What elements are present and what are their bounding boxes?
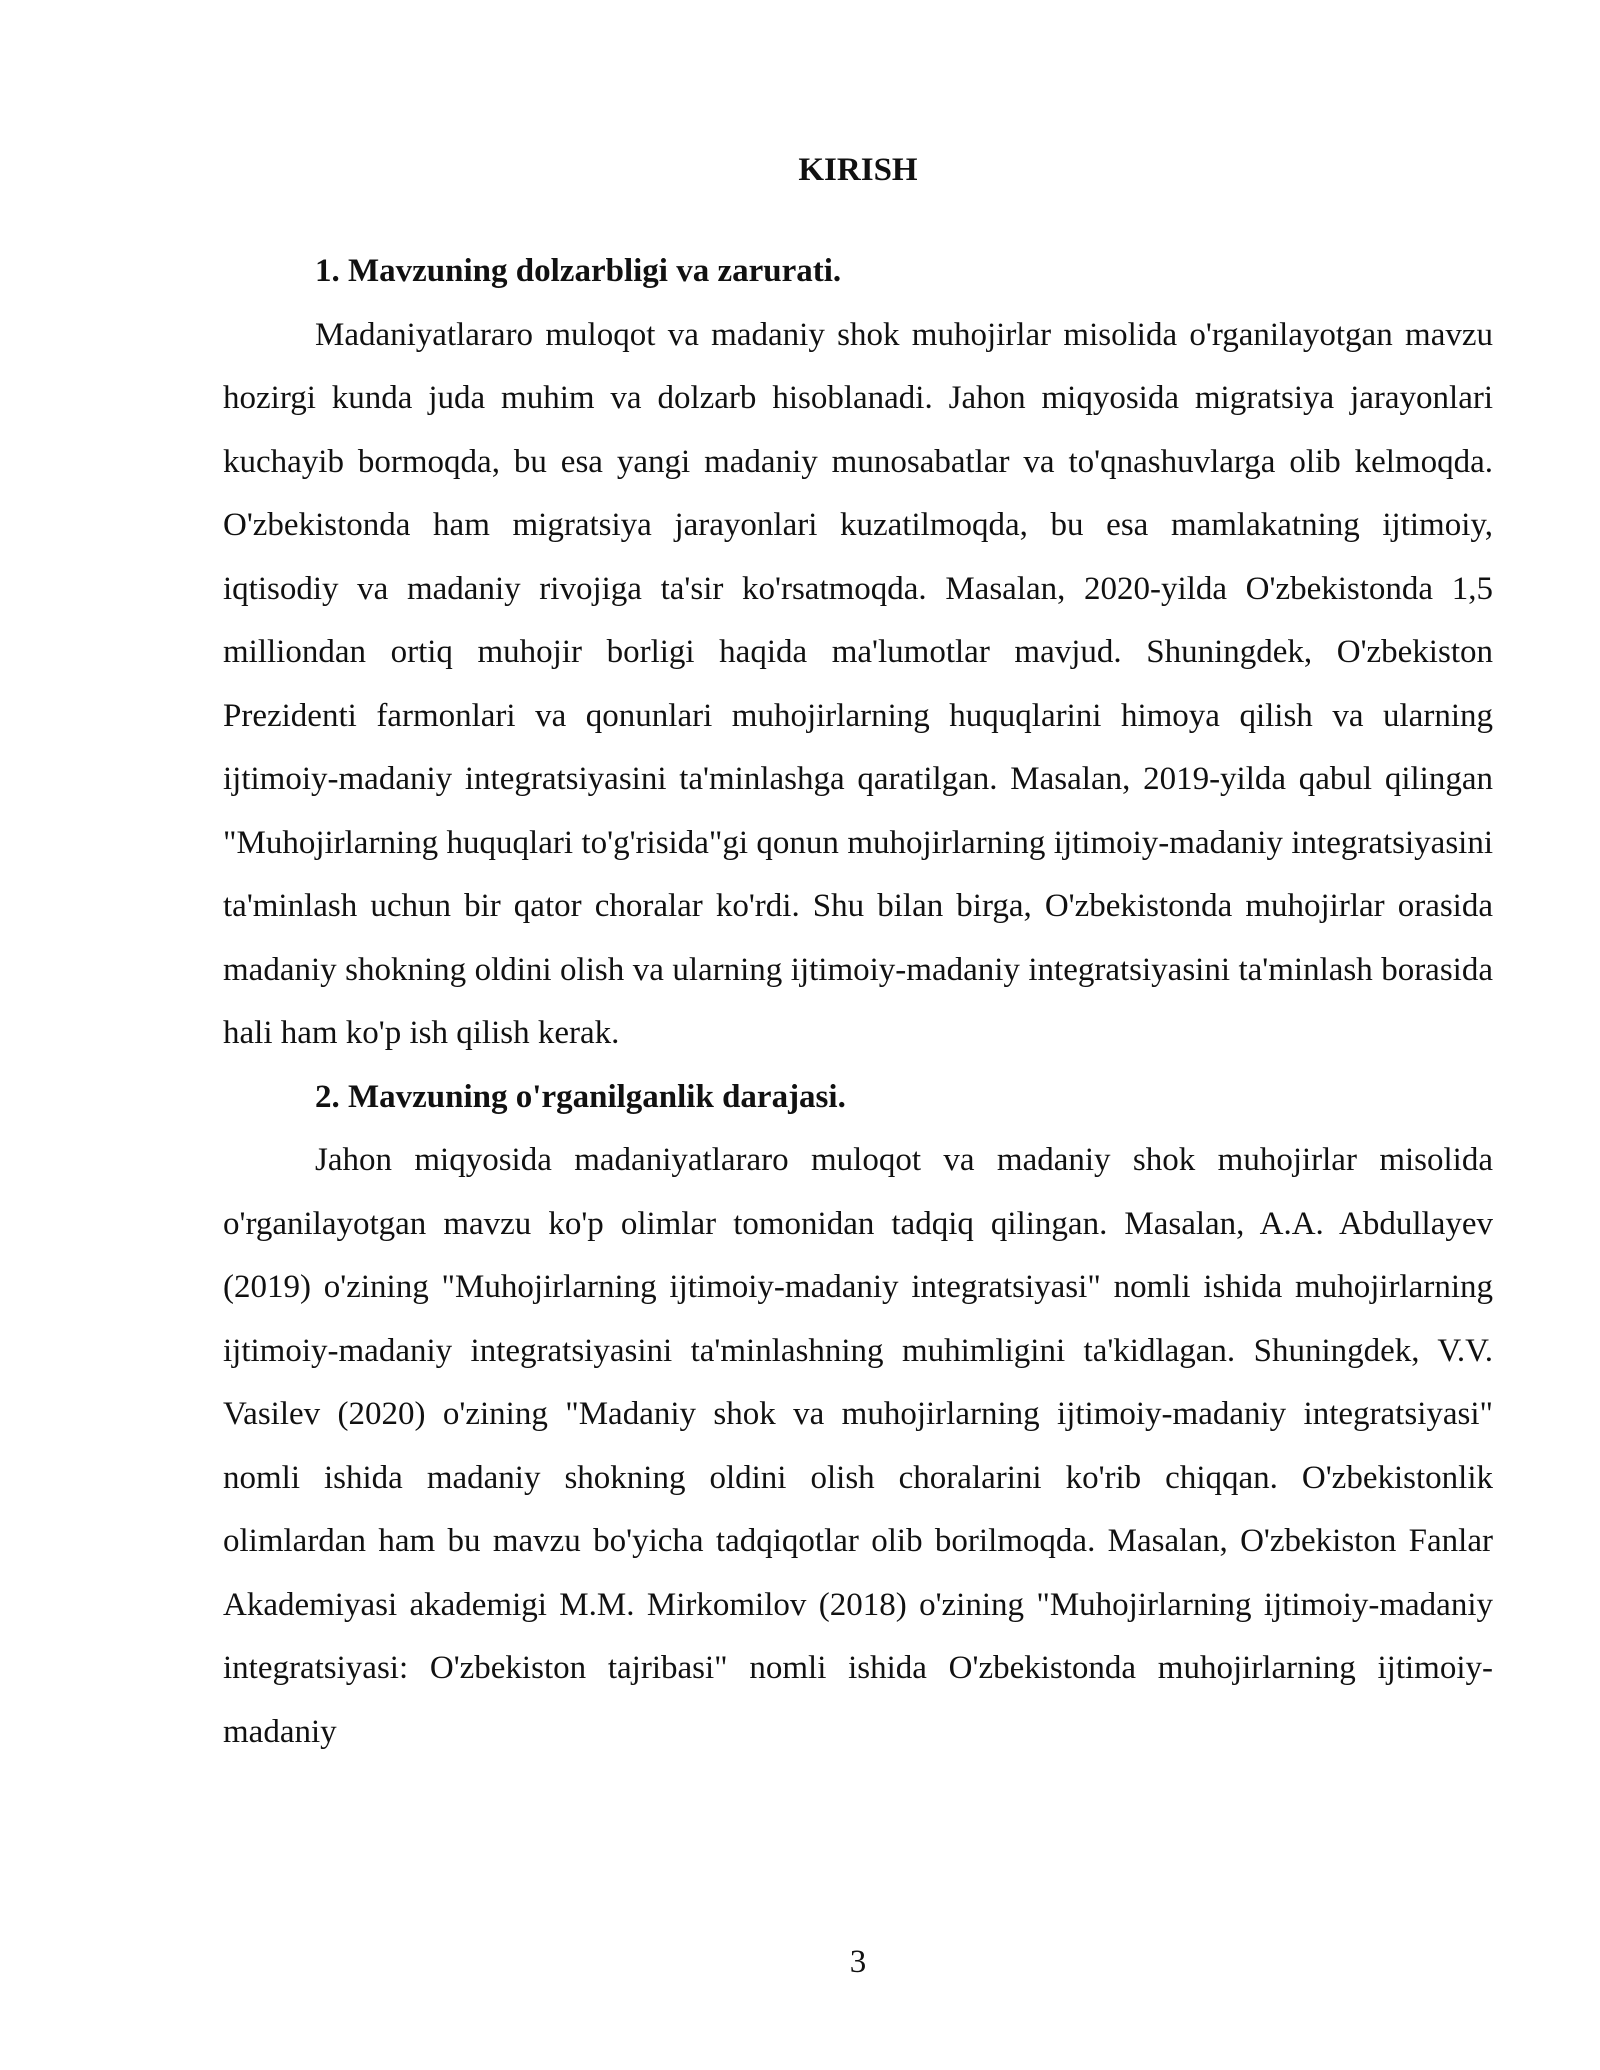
section-paragraph-study-level: Jahon miqyosida madaniyatlararo muloqot va madaniy shok muhojirlar misolida o'rganilayotgan mavzu ko'p olimlar tomonidan tadqiq qilingan. Masalan, A.A. Abdullayev (2019) o'zining "Muhojirlarning ijtimoiy-madaniy integratsiyasi" nomli ishida muhojirlarning ijtimoiy-madaniy integratsiyasini ta'minlashning muhimligini ta'kidlagan. Shuningdek, V.V. Vasilev (2020) o'zining "Madaniy shok va muhojirlarning ijtimoiy-madaniy integratsiyasi" nomli ishida madaniy shokning oldini olish choralarini ko'rib chiqqan. O'zbekistonlik olimlardan ham bu mavzu bo'yicha tadqiqotlar olib borilmoqda. Masalan, O'zbekiston Fanlar Akademiyasi akademigi M.M. Mirkomilov (2018) o'zining "Muhojirlarning ijtimoiy-madaniy integratsiyasi: O'zbekiston tajribasi" nomli ishida O'zbekistonda muhojirlarning ijtimoiy-madaniy <box>223 1142 1493 1750</box>
body-text <box>223 240 1493 1764</box>
section-heading-relevance: 1. Mavzuning dolzarbligi va zarurati. <box>315 253 842 289</box>
section-paragraph-relevance: Madaniyatlararo muloqot va madaniy shok muhojirlar misolida o'rganilayotgan mavzu hozirgi kunda juda muhim va dolzarb hisoblanadi. Jahon miqyosida migratsiya jarayonlari kuchayib bormoqda, bu esa yangi madaniy munosabatlar va to'qnashuvlarga olib kelmoqda. O'zbekistonda ham migratsiya jarayonlari kuzatilmoqda, bu esa mamlakatning ijtimoiy, iqtisodiy va madaniy rivojiga ta'sir ko'rsatmoqda. Masalan, 2020-yilda O'zbekistonda 1,5 milliondan ortiq muhojir borligi haqida ma'lumotlar mavjud. Shuningdek, O'zbekiston Prezidenti farmonlari va qonunlari muhojirlarning huquqlarini himoya qilish va ularning ijtimoiy-madaniy integratsiyasini ta'minlashga qaratilgan. Masalan, 2019-yilda qabul qilingan "Muhojirlarning huquqlari to'g'risida"gi qonun muhojirlarning ijtimoiy-madaniy integratsiyasini ta'minlash uchun bir qator choralar ko'rdi. Shu bilan birga, O'zbekistonda muhojirlar orasida madaniy shokning oldini olish va ularning ijtimoiy-madaniy integratsiyasini ta'minlash borasida hali ham ko'p ish qilish kerak. <box>223 316 1493 1051</box>
page-number: 3 <box>849 1944 867 1980</box>
section-heading-study-level: 2. Mavzuning o'rganilganlik darajasi. <box>315 1078 846 1115</box>
page-title: KIRISH <box>798 152 918 188</box>
